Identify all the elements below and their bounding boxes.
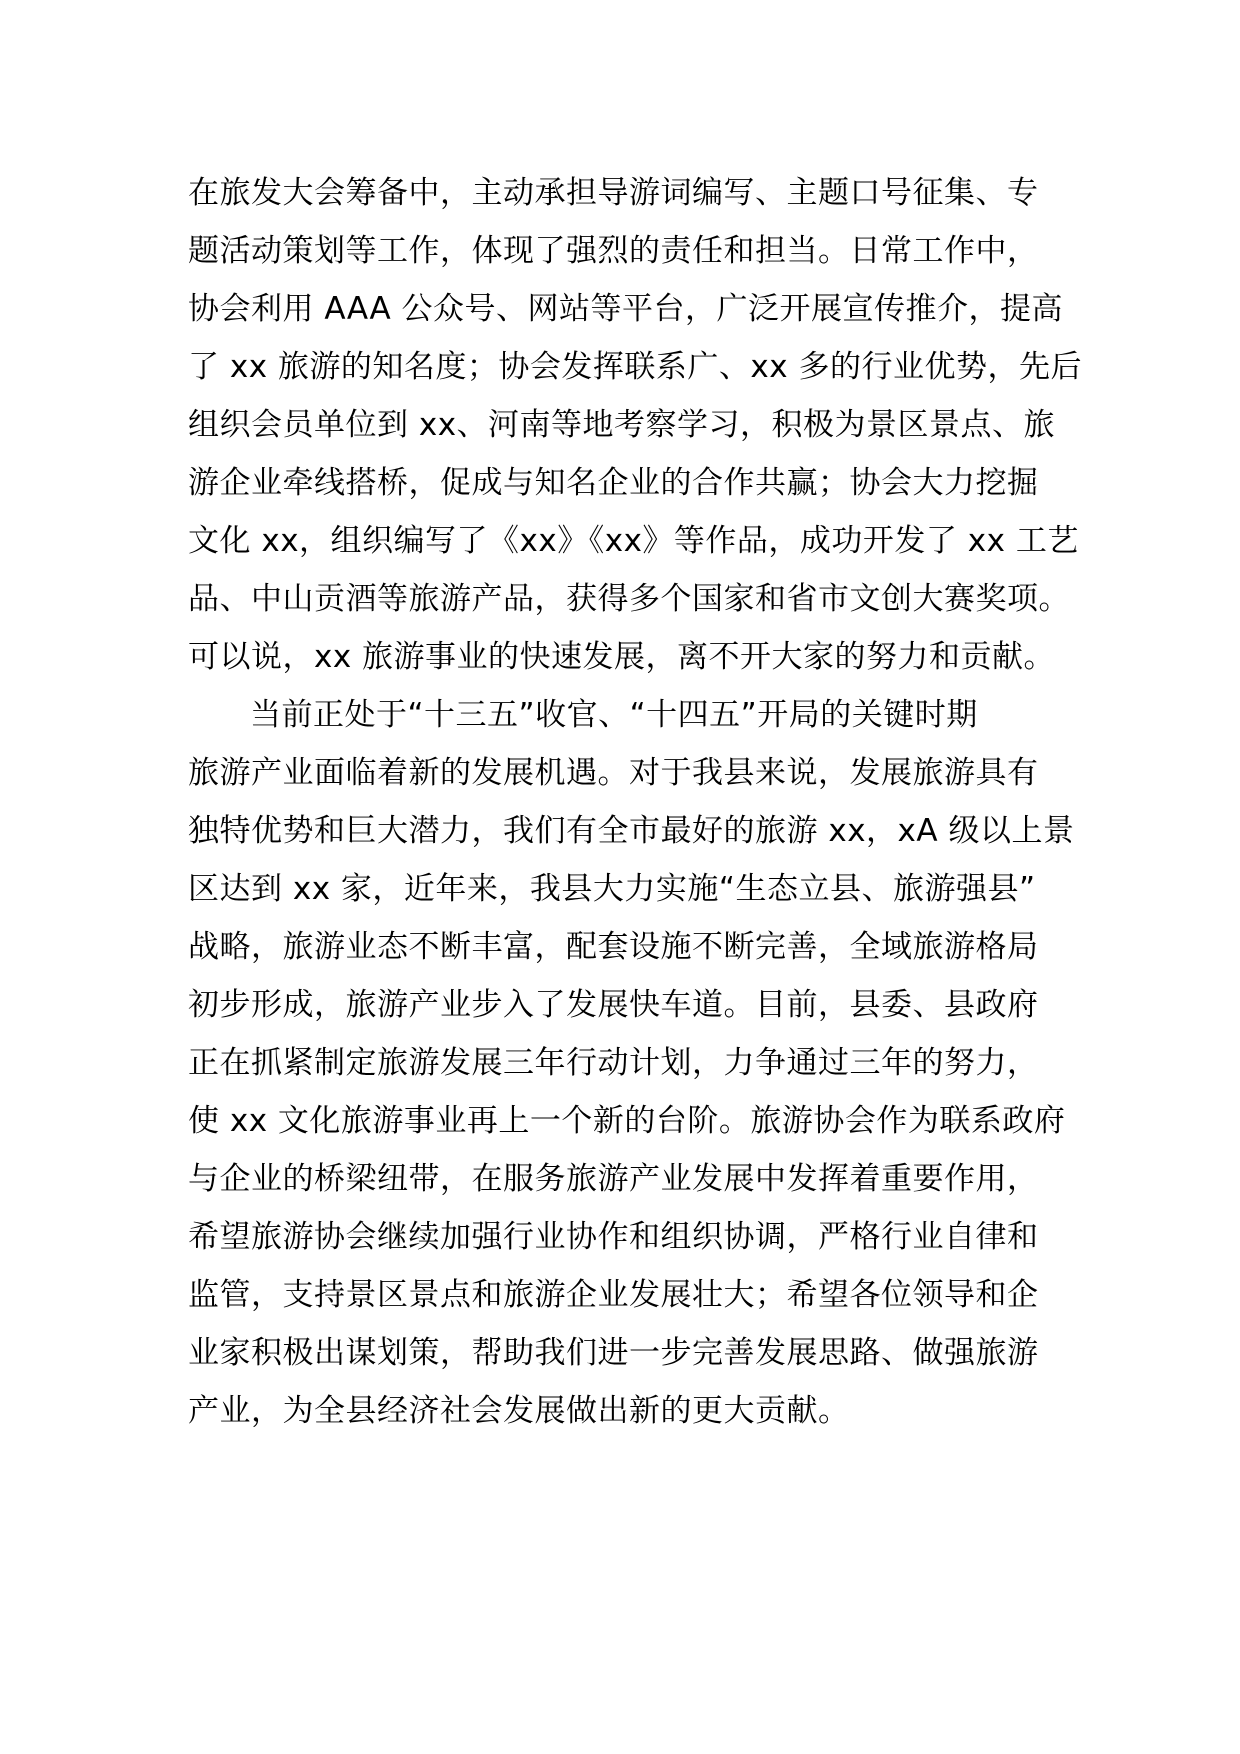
text-line: 业家积极出谋划策，帮助我们进一步完善发展思路、做强旅游 [188,1335,1039,1371]
paragraph-start-line: 当前正处于“十三五”收官、“十四五”开局的关键时期 [250,697,978,733]
text-line: 旅游产业面临着新的发展机遇。对于我县来说，发展旅游具有 [188,755,1039,791]
text-line: 希望旅游协会继续加强行业协作和组织协调，严格行业自律和 [188,1219,1039,1255]
text-line: 组织会员单位到 xx、河南等地考察学习，积极为景区景点、旅 [188,407,1056,443]
text-line: 品、中山贡酒等旅游产品，获得多个国家和省市文创大赛奖项。 [188,581,1070,617]
text-line: 可以说，xx 旅游事业的快速发展，离不开大家的努力和贡献。 [188,639,1056,675]
text-line: 在旅发大会筹备中，主动承担导游词编写、主题口号征集、专 [188,175,1039,211]
text-line: 题活动策划等工作，体现了强烈的责任和担当。日常工作中， [188,233,1039,269]
text-line: 协会利用 AAA 公众号、网站等平台，广泛开展宣传推介，提高 [188,291,1064,327]
text-line: 区达到 xx 家，近年来，我县大力实施“生态立县、旅游强县” [188,871,1036,907]
text-line: 独特优势和巨大潜力，我们有全市最好的旅游 xx，xA 级以上景 [188,813,1075,849]
text-line: 初步形成，旅游产业步入了发展快车道。目前，县委、县政府 [188,987,1039,1023]
text-line: 使 xx 文化旅游事业再上一个新的台阶。旅游协会作为联系政府 [188,1103,1066,1139]
text-line: 正在抓紧制定旅游发展三年行动计划，力争通过三年的努力， [188,1045,1039,1081]
text-line: 监管，支持景区景点和旅游企业发展壮大；希望各位领导和企 [188,1277,1039,1313]
text-line: 与企业的桥梁纽带，在服务旅游产业发展中发挥着重要作用， [188,1161,1039,1197]
text-line: 产业，为全县经济社会发展做出新的更大贡献。 [188,1393,850,1429]
text-line: 文化 xx，组织编写了《xx》《xx》等作品，成功开发了 xx 工艺 [188,523,1079,559]
text-line: 了 xx 旅游的知名度；协会发挥联系广、xx 多的行业优势，先后 [188,349,1082,385]
text-line: 战略，旅游业态不断丰富，配套设施不断完善，全域旅游格局 [188,929,1039,965]
text-line: 游企业牵线搭桥，促成与知名企业的合作共赢；协会大力挖掘 [188,465,1039,501]
